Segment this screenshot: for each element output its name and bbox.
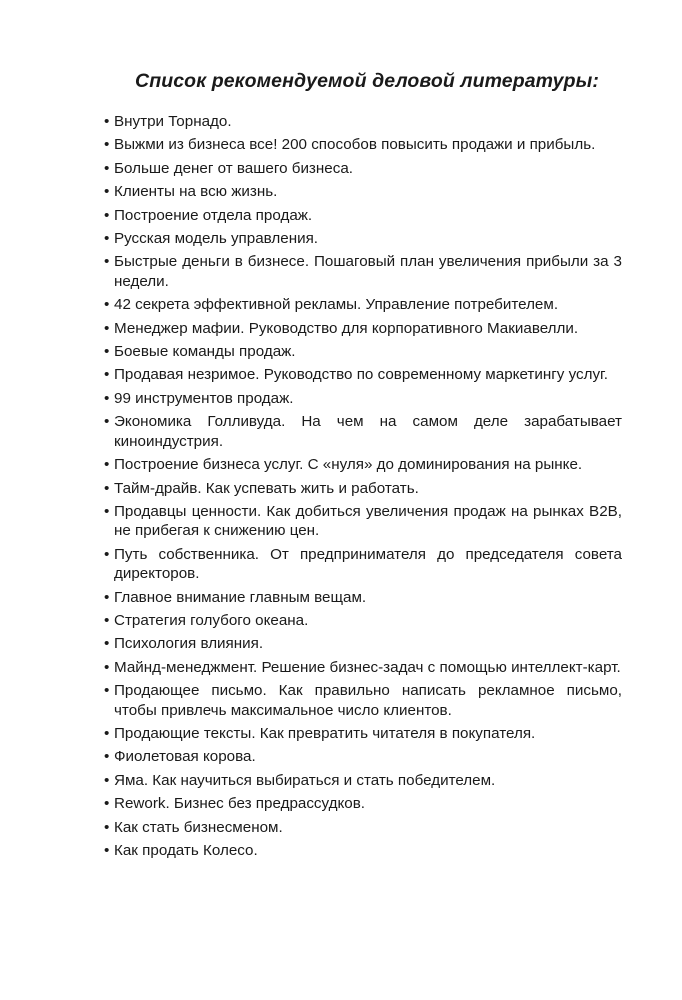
list-item: • Продавцы ценности. Как добиться увеличения продаж на рынках B2B, не прибегая к снижению цен.	[104, 502, 622, 541]
list-item: • Яма. Как научиться выбираться и стать победителем.	[104, 771, 622, 790]
list-item: • Построение отдела продаж.	[104, 206, 622, 225]
list-item: • Продающее письмо. Как правильно написать рекламное письмо, чтобы привлечь максимальное число клиентов.	[104, 681, 622, 720]
list-item: • Больше денег от вашего бизнеса.	[104, 159, 622, 178]
page-content	[104, 68, 622, 864]
list-item: • Как продать Колесо.	[104, 841, 622, 860]
list-item: • Русская модель управления.	[104, 229, 622, 248]
list-item: • Построение бизнеса услуг. С «нуля» до доминирования на рынке.	[104, 455, 622, 474]
list-item: • Психология влияния.	[104, 634, 622, 653]
list-item: • Rework. Бизнес без предрассудков.	[104, 794, 622, 813]
list-item: • Стратегия голубого океана.	[104, 611, 622, 630]
list-item: • Выжми из бизнеса все! 200 способов повысить продажи и прибыль.	[104, 135, 622, 154]
list-item: • Экономика Голливуда. На чем на самом деле зарабатывает киноиндустрия.	[104, 412, 622, 451]
list-item: • Клиенты на всю жизнь.	[104, 182, 622, 201]
list-item: • Продавая незримое. Руководство по современному маркетингу услуг.	[104, 365, 622, 384]
book-list	[104, 112, 622, 860]
list-item: • Менеджер мафии. Руководство для корпоративного Макиавелли.	[104, 319, 622, 338]
list-item: • Фиолетовая корова.	[104, 747, 622, 766]
list-item: • Майнд-менеджмент. Решение бизнес-задач с помощью интеллект-карт.	[104, 658, 622, 677]
list-item: • Путь собственника. От предпринимателя до председателя совета директоров.	[104, 545, 622, 584]
list-item: • Главное внимание главным вещам.	[104, 588, 622, 607]
list-item: • Продающие тексты. Как превратить читателя в покупателя.	[104, 724, 622, 743]
list-item: • Быстрые деньги в бизнесе. Пошаговый план увеличения прибыли за 3 недели.	[104, 252, 622, 291]
list-item: • Как стать бизнесменом.	[104, 818, 622, 837]
list-item: • 99 инструментов продаж.	[104, 389, 622, 408]
page-title: Список рекомендуемой деловой литературы:	[135, 70, 599, 92]
list-item: • 42 секрета эффективной рекламы. Управление потребителем.	[104, 295, 622, 314]
list-item: • Боевые команды продаж.	[104, 342, 622, 361]
list-item: • Внутри Торнадо.	[104, 112, 622, 131]
list-item: • Тайм-драйв. Как успевать жить и работать.	[104, 479, 622, 498]
